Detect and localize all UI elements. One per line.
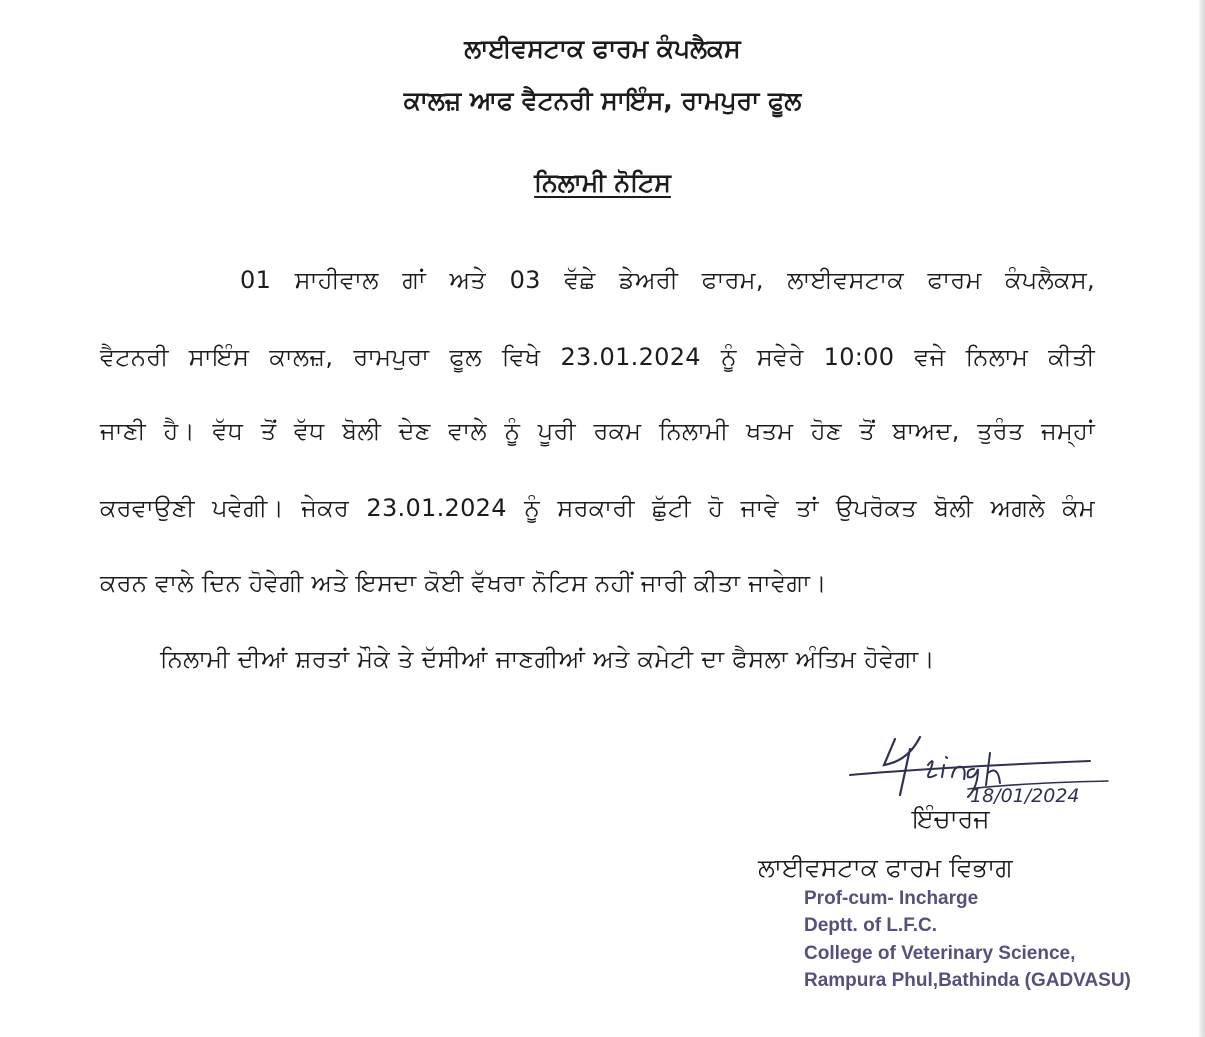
notice-title: ਨਿਲਾਮੀ ਨੋਟਿਸ xyxy=(534,168,671,197)
stamp-line-3: College of Veterinary Science, xyxy=(804,943,1076,964)
body-line-6: ਨਿਲਾਮੀ ਦੀਆਂ ਸ਼ਰਤਾਂ ਮੌਕੇ ਤੇ ਦੱਸੀਆਂ ਜਾਣਗੀਆਂ ਅਤੇ ਕਮੇਟੀ ਦਾ ਫੈਸਲਾ ਅੰਤਿਮ ਹੋਵੇਗਾ। xyxy=(160,645,935,673)
stamp-line-4: Rampura Phul,Bathinda (GADVASU) xyxy=(804,970,1131,991)
body-line-2: ਵੈਟਨਰੀ ਸਾਇੰਸ ਕਾਲਜ਼, ਰਾਮਪੁਰਾ ਫੂਲ ਵਿਖੇ 23.01.2024 ਨੂੰ ਸਵੇਰੇ 10:00 ਵਜੇ ਨਿਲਾਮ ਕੀਤੀ xyxy=(100,343,1095,371)
body-line-3: ਜਾਣੀ ਹੈ। ਵੱਧ ਤੋਂ ਵੱਧ ਬੋਲੀ ਦੇਣ ਵਾਲੇ ਨੂੰ ਪੂਰੀ ਰਕਮ ਨਿਲਾਮੀ ਖਤਮ ਹੋਣ ਤੋਂ ਬਾਅਦ, ਤੁਰੰਤ ਜਮ੍ਹਾਂ xyxy=(100,417,1095,445)
signatory-department: ਲਾਈਵਸਟਾਕ ਫਾਰਮ ਵਿਭਾਗ xyxy=(758,853,1013,882)
header-line-1: ਲਾਈਵਸਟਾਕ ਫਾਰਮ ਕੰਪਲੈਕਸ xyxy=(464,34,741,63)
handwritten-signature xyxy=(840,725,1140,810)
body-line-5: ਕਰਨ ਵਾਲੇ ਦਿਨ ਹੋਵੇਗੀ ਅਤੇ ਇਸਦਾ ਕੋਈ ਵੱਖਰਾ ਨੋਟਿਸ ਨਹੀਂ ਜਾਰੀ ਕੀਤਾ ਜਾਵੇਗਾ। xyxy=(100,569,827,597)
body-line-1: 01 ਸਾਹੀਵਾਲ ਗਾਂ ਅਤੇ 03 ਵੱਛੇ ਡੇਅਰੀ ਫਾਰਮ, ਲਾਈਵਸਟਾਕ ਫਾਰਮ ਕੰਪਲੈਕਸ, xyxy=(240,266,1095,294)
signature-date: 18/01/2024 xyxy=(970,785,1080,807)
header-line-2: ਕਾਲਜ਼ ਆਫ ਵੈਟਨਰੀ ਸਾਇੰਸ, ਰਾਮਪੁਰਾ ਫੂਲ xyxy=(403,86,802,115)
stamp-line-1: Prof-cum- Incharge xyxy=(804,888,979,909)
stamp-line-2: Deptt. of L.F.C. xyxy=(804,915,937,936)
body-line-4: ਕਰਵਾਉਣੀ ਪਵੇਗੀ। ਜੇਕਰ 23.01.2024 ਨੂੰ ਸਰਕਾਰੀ ਛੁੱਟੀ ਹੋ ਜਾਵੇ ਤਾਂ ਉਪਰੋਕਤ ਬੋਲੀ ਅਗਲੇ ਕੰਮ xyxy=(100,494,1095,522)
signatory-designation: ਇੰਚਾਰਜ xyxy=(912,804,990,833)
scan-edge xyxy=(1199,0,1205,1037)
